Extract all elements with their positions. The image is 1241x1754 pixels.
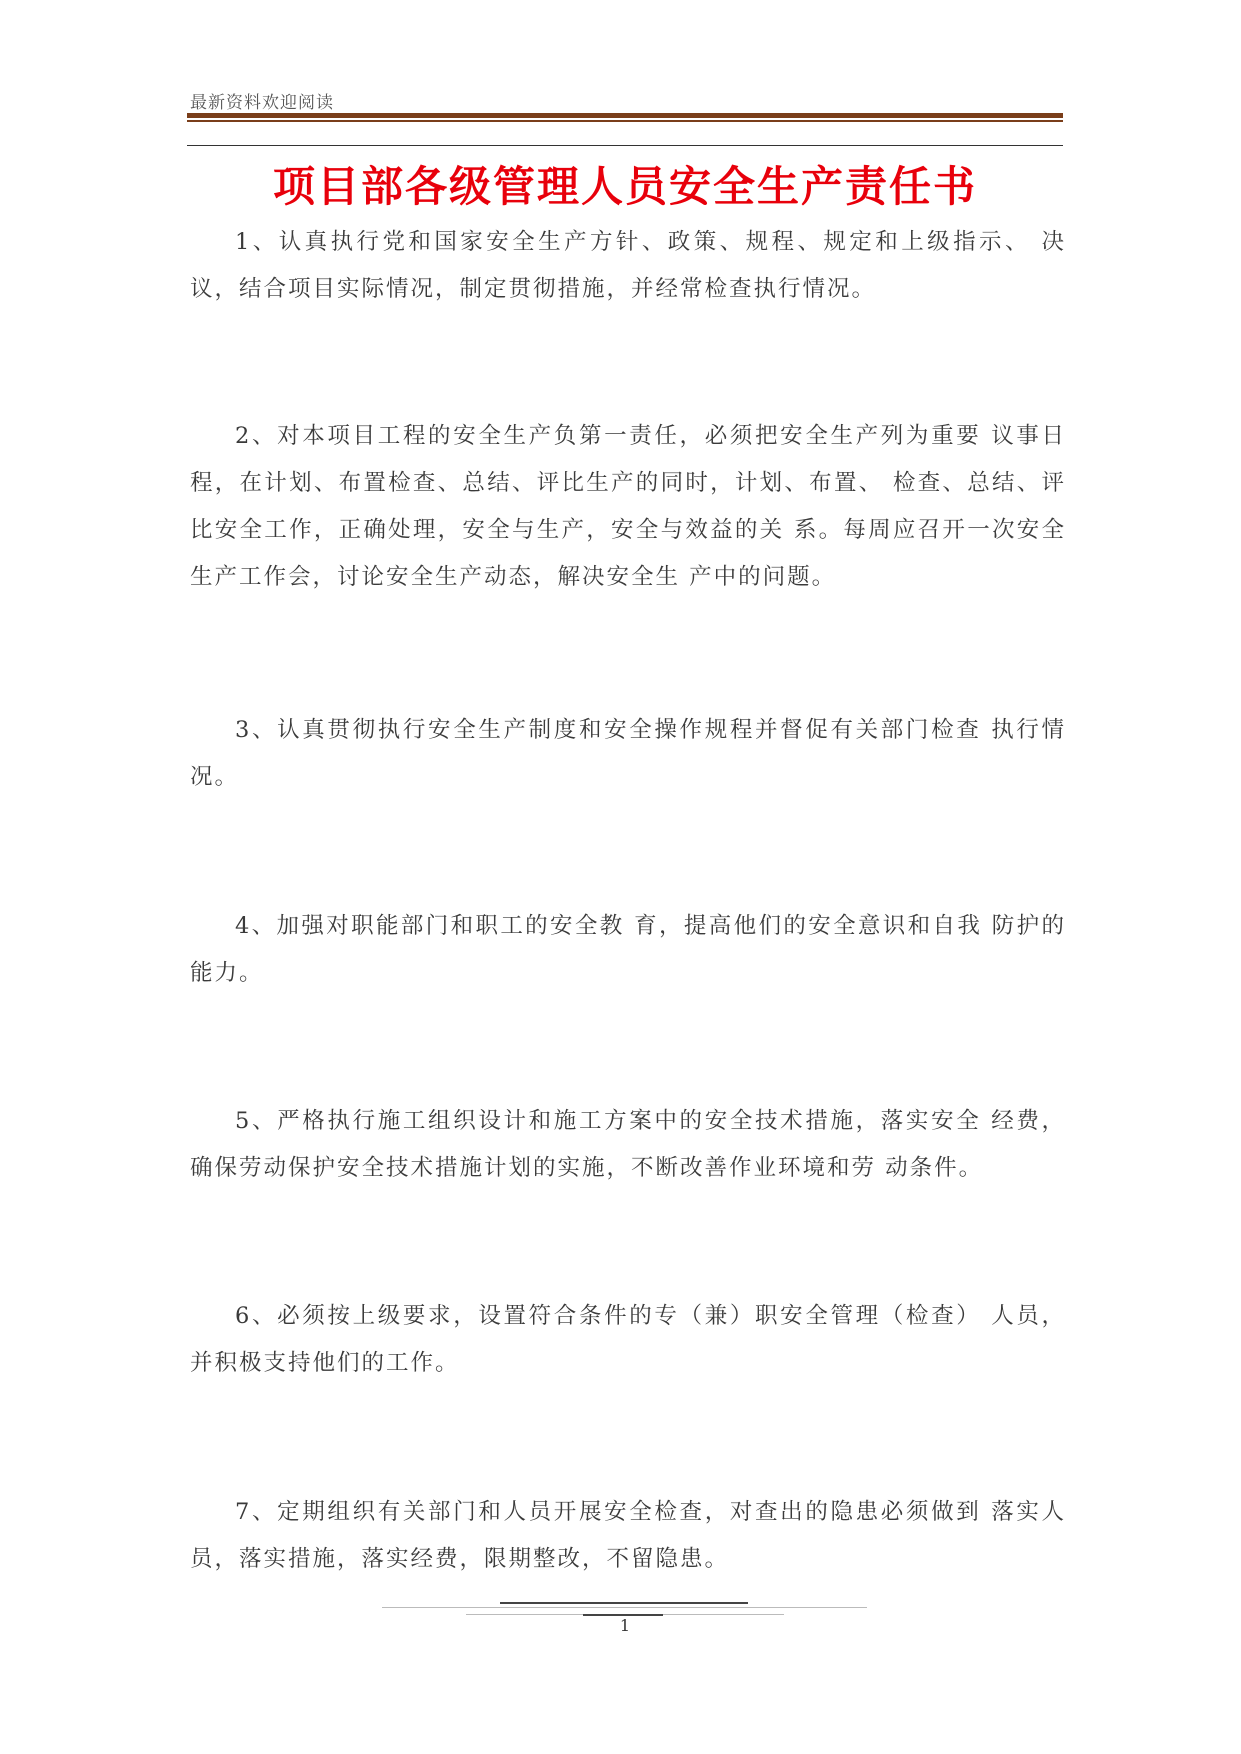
page-header-text: 最新资料欢迎阅读 [190,93,334,113]
page-number: 1 [619,1616,631,1635]
header-rule-thin [187,120,1063,122]
paragraph-1: 1、认真执行党和国家安全生产方针、政策、规程、规定和上级指示、 决议，结合项目实际情况，制定贯彻措施，并经常检查执行情况。 [190,229,1066,302]
paragraph-3: 3、认真贯彻执行安全生产制度和安全操作规程并督促有关部门检查 执行情况。 [190,717,1066,790]
header-rule-thick [187,113,1063,118]
paragraph-2: 2、对本项目工程的安全生产负第一责任，必须把安全生产列为重要 议事日程，在计划、布置检查、总结、评比生产的同时，计划、布置、 检查、总结、评比安全工作，正确处理，安全与生产，安全与效益的关 系。每周应召开一次安全生产工作会，讨论安全生产动态，解决安全生 产中的问题。 [190,423,1066,590]
paragraph-7: 7、定期组织有关部门和人员开展安全检查，对查出的隐患必须做到 落实人员，落实措施，落实经费，限期整改，不留隐患。 [190,1499,1066,1572]
title-separator [187,145,1063,146]
document-title: 项目部各级管理人员安全生产责任书 [272,162,977,211]
footer-rule-outer [382,1607,867,1608]
paragraph-5: 5、严格执行施工组织设计和施工方案中的安全技术措施，落实安全 经费，确保劳动保护安全技术措施计划的实施，不断改善作业环境和劳 动条件。 [190,1108,1066,1181]
paragraph-6: 6、必须按上级要求，设置符合条件的专（兼）职安全管理（检查） 人员，并积极支持他们的工作。 [190,1303,1066,1376]
paragraph-4: 4、加强对职能部门和职工的安全教 育，提高他们的安全意识和自我 防护的能力。 [190,913,1066,986]
footer-rule-inner [500,1602,748,1604]
